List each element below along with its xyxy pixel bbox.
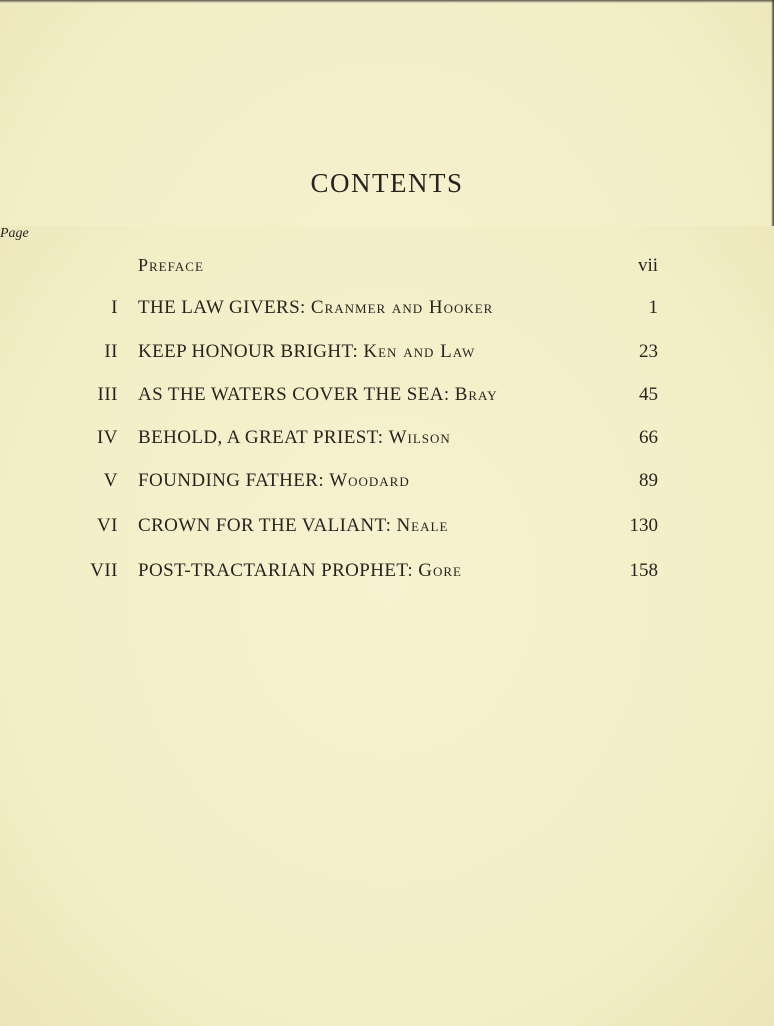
chapter-subject: Wilson — [388, 427, 451, 448]
chapter-title-main: CROWN FOR THE VALIANT: — [138, 515, 392, 536]
toc-row — [0, 515, 774, 543]
chapter-subject: Cranmer and Hooker — [310, 297, 494, 318]
toc-row — [0, 384, 774, 412]
chapter-subject: Gore — [418, 560, 462, 581]
chapter-title — [138, 384, 498, 406]
chapter-title — [138, 297, 493, 319]
page-top-edge — [0, 0, 774, 3]
chapter-number: III — [97, 384, 118, 405]
chapter-title — [138, 560, 462, 582]
preface-row — [0, 255, 774, 283]
chapter-title-main: FOUNDING FATHER: — [138, 470, 325, 491]
chapter-title — [138, 470, 410, 492]
chapter-page: 158 — [629, 560, 658, 581]
chapter-page: 1 — [648, 297, 658, 318]
toc-row — [0, 341, 774, 369]
chapter-page: 23 — [639, 341, 658, 362]
chapter-subject: Neale — [396, 515, 449, 536]
chapter-title-main: BEHOLD, A GREAT PRIEST: — [138, 427, 384, 448]
chapter-page: 89 — [639, 470, 658, 491]
chapter-title-main: POST-TRACTARIAN PROPHET: — [138, 560, 414, 581]
chapter-subject: Bray — [454, 384, 498, 405]
chapter-title — [138, 427, 451, 449]
chapter-title — [138, 341, 475, 363]
toc-row — [0, 297, 774, 325]
page-column-label: Page — [0, 226, 774, 1026]
chapter-number: I — [111, 297, 118, 318]
chapter-number: VII — [90, 560, 118, 581]
contents-heading: CONTENTS — [310, 168, 464, 198]
preface-label: Preface — [138, 255, 204, 275]
chapter-number: IV — [96, 427, 118, 448]
preface-page: vii — [637, 255, 658, 276]
chapter-title-main: AS THE WATERS COVER THE SEA: — [138, 384, 450, 405]
chapter-title-main: KEEP HONOUR BRIGHT: — [138, 341, 359, 362]
chapter-number: VI — [96, 515, 118, 536]
chapter-page: 45 — [639, 384, 658, 405]
toc-row — [0, 560, 774, 588]
toc-row — [0, 427, 774, 455]
chapter-page: 130 — [629, 515, 658, 536]
chapter-subject: Woodard — [329, 470, 410, 491]
chapter-number: II — [104, 341, 118, 362]
chapter-number: V — [103, 470, 118, 491]
chapter-title — [138, 515, 448, 537]
chapter-subject: Ken and Law — [363, 341, 476, 362]
chapter-title-main: THE LAW GIVERS: — [138, 297, 306, 318]
chapter-page: 66 — [639, 427, 658, 448]
toc-row — [0, 470, 774, 498]
